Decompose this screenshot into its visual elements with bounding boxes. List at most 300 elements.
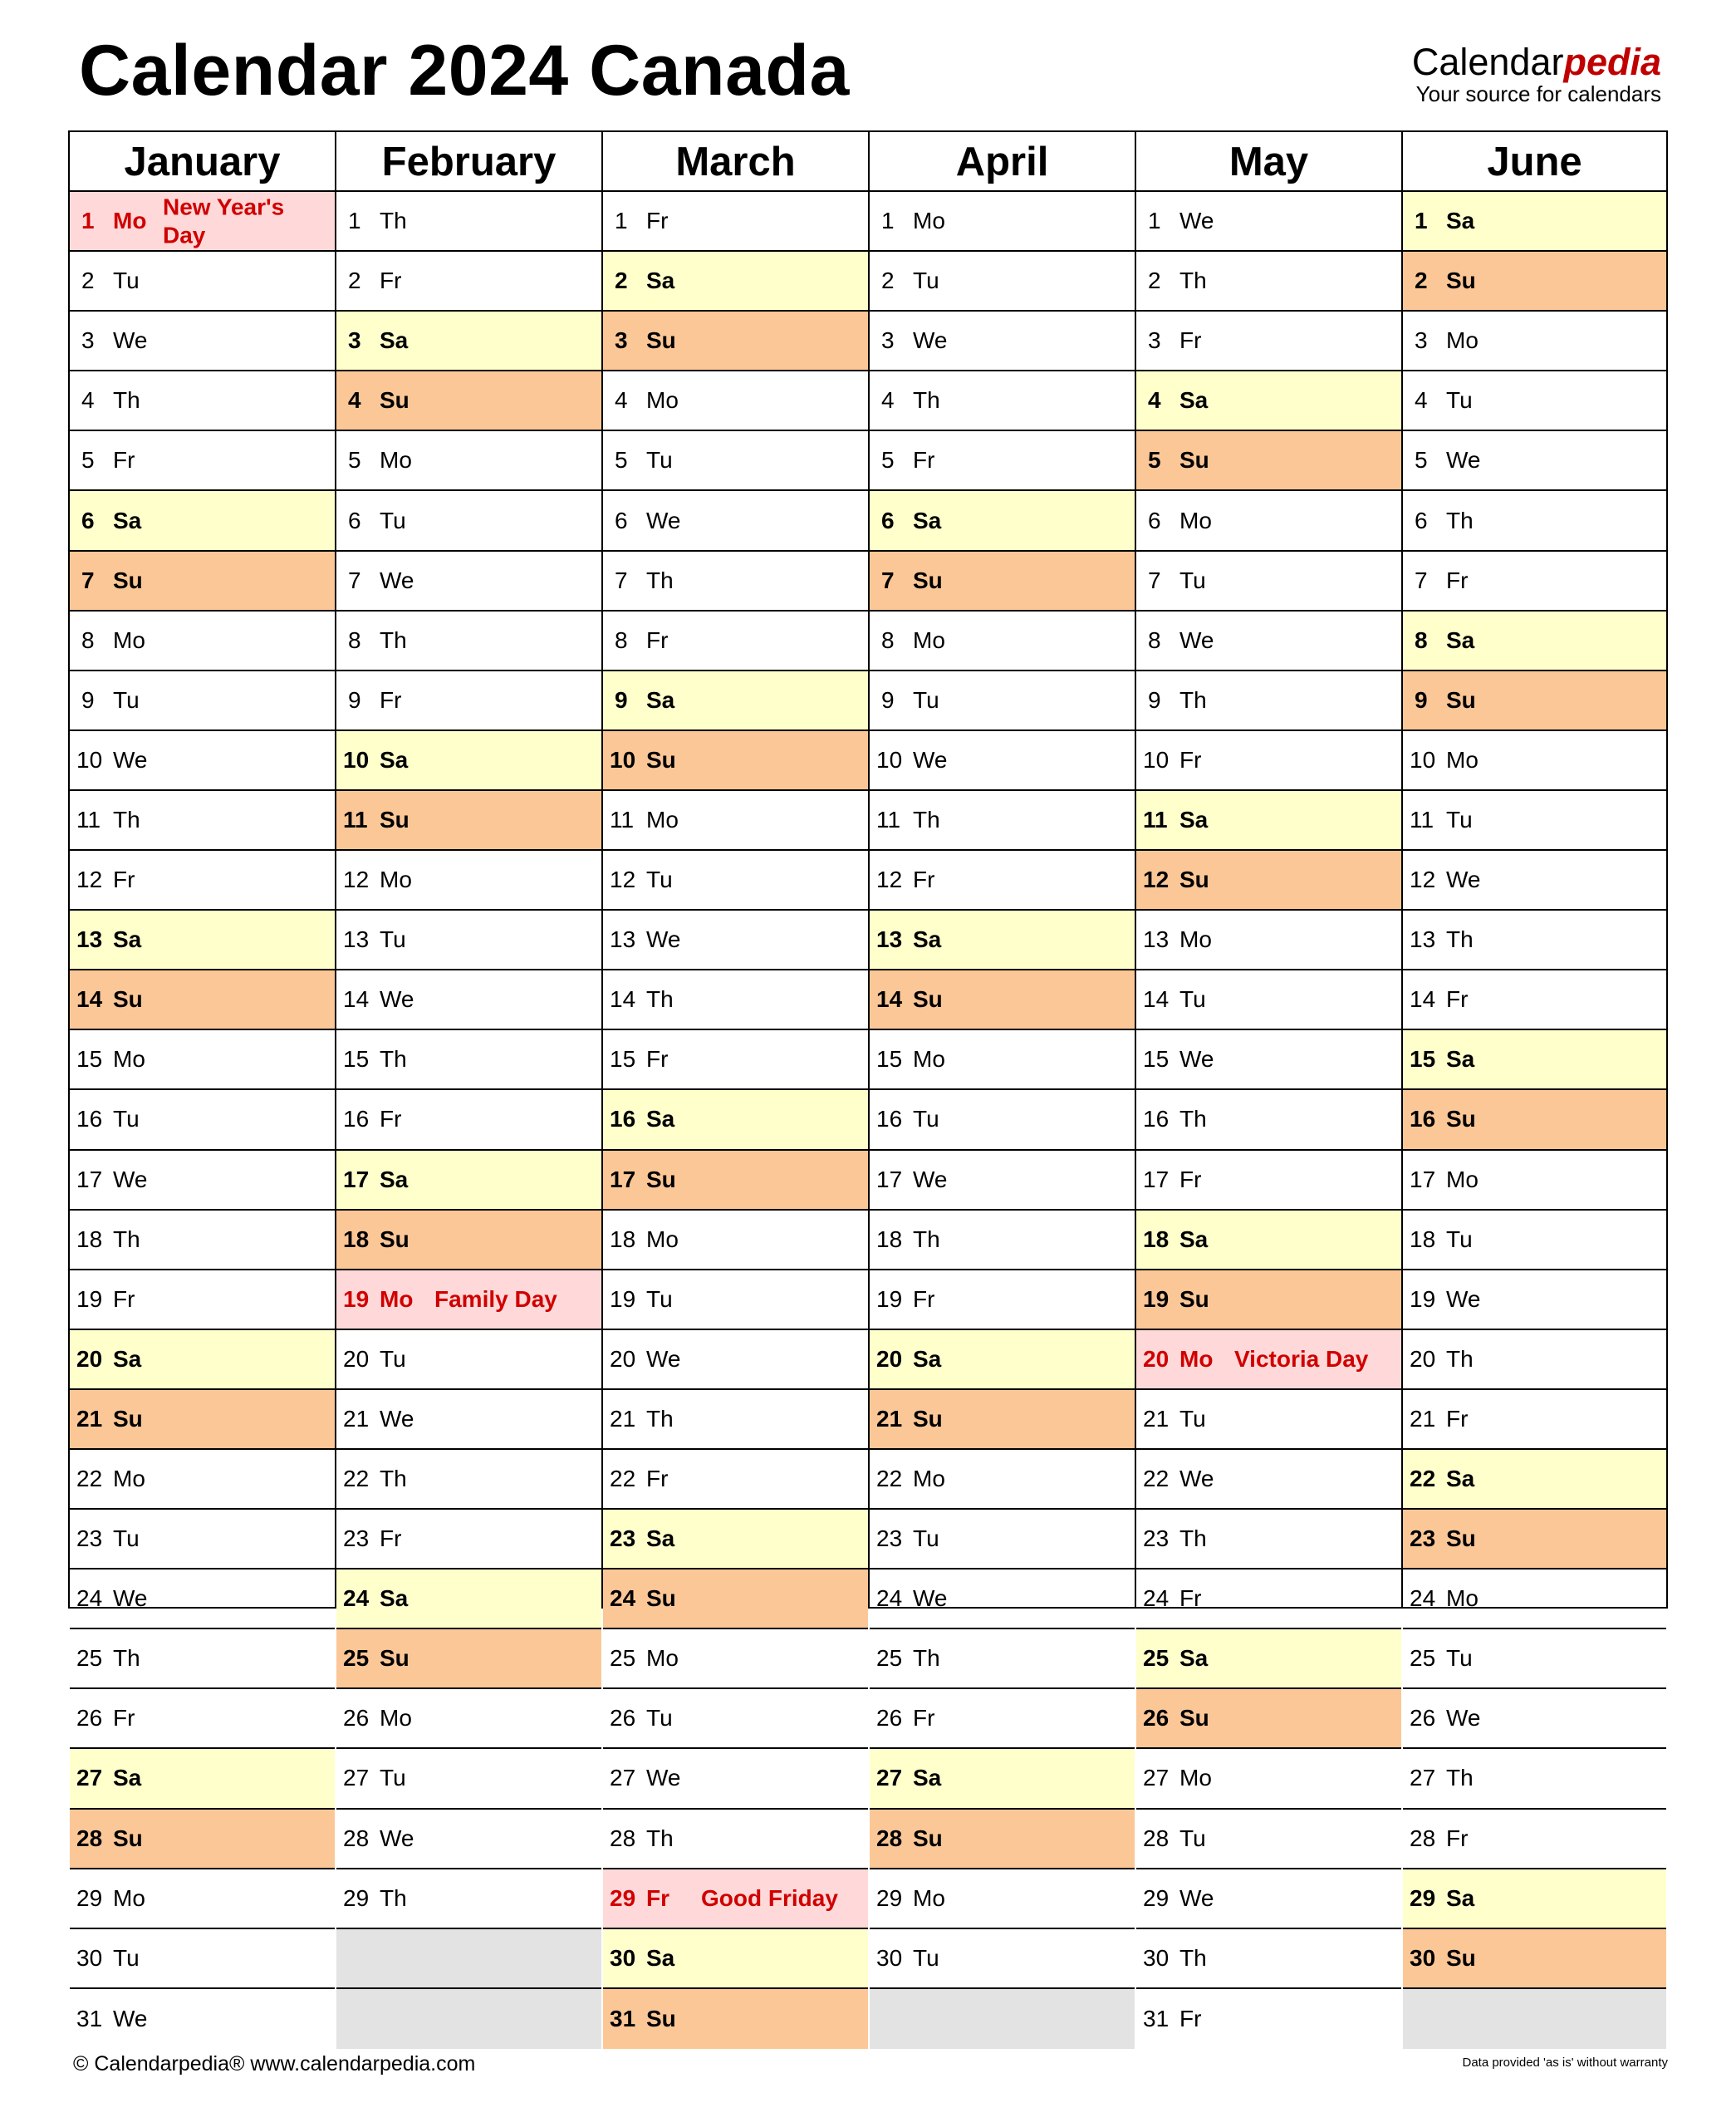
weekday-label: Sa: [113, 1345, 142, 1372]
weekday-label: Th: [113, 1226, 140, 1252]
day-cell[interactable]: [603, 1030, 868, 1090]
day-cell[interactable]: [603, 491, 868, 551]
weekday-label: Sa: [113, 1765, 142, 1791]
day-number: 3: [615, 327, 628, 354]
day-cell[interactable]: [603, 1689, 868, 1749]
day-cell[interactable]: [70, 1090, 335, 1150]
day-cell[interactable]: [603, 371, 868, 431]
day-cell[interactable]: [70, 552, 335, 612]
day-cell[interactable]: [70, 731, 335, 791]
month-header: May: [1136, 132, 1401, 192]
day-cell[interactable]: [336, 491, 601, 551]
weekday-label: Tu: [113, 1944, 140, 1971]
day-number: 2: [348, 268, 361, 294]
day-number: 23: [876, 1525, 903, 1552]
day-cell[interactable]: [1136, 911, 1401, 970]
day-cell[interactable]: [70, 192, 335, 252]
day-cell[interactable]: [70, 671, 335, 731]
day-cell[interactable]: [336, 1270, 601, 1330]
day-number: 20: [1410, 1345, 1436, 1372]
day-cell[interactable]: [870, 192, 1135, 252]
weekday-label: We: [646, 507, 681, 533]
day-cell[interactable]: [336, 731, 601, 791]
day-cell[interactable]: [870, 1510, 1135, 1569]
day-cell[interactable]: [603, 1929, 868, 1989]
day-cell[interactable]: [1403, 612, 1666, 671]
day-cell[interactable]: [870, 1090, 1135, 1150]
day-cell[interactable]: [70, 1810, 335, 1869]
weekday-label: Fr: [1446, 567, 1469, 593]
day-cell[interactable]: [336, 612, 601, 671]
day-cell[interactable]: [336, 911, 601, 970]
day-cell[interactable]: [603, 1270, 868, 1330]
day-cell[interactable]: [70, 1989, 335, 2049]
weekday-label: Th: [913, 806, 940, 833]
day-cell[interactable]: [603, 1869, 868, 1929]
day-cell[interactable]: [70, 1390, 335, 1450]
day-cell[interactable]: [1136, 1689, 1401, 1749]
day-cell[interactable]: [1403, 1270, 1666, 1330]
day-number: 7: [1148, 567, 1161, 593]
day-cell[interactable]: [1403, 1569, 1666, 1629]
day-cell[interactable]: [603, 552, 868, 612]
day-number: 22: [876, 1466, 903, 1492]
day-cell[interactable]: [70, 612, 335, 671]
day-cell[interactable]: [1403, 970, 1666, 1030]
day-cell[interactable]: [870, 1270, 1135, 1330]
day-number: 11: [343, 806, 368, 833]
weekday-label: Mo: [113, 1466, 145, 1492]
empty-day-cell: [870, 1989, 1135, 2049]
weekday-label: Tu: [380, 1765, 406, 1791]
day-cell[interactable]: [603, 1810, 868, 1869]
day-cell[interactable]: [1136, 1151, 1401, 1211]
day-number: 5: [1415, 447, 1428, 474]
day-cell[interactable]: [1136, 192, 1401, 252]
weekday-label: Fr: [913, 447, 935, 474]
day-cell[interactable]: [870, 431, 1135, 491]
day-cell[interactable]: [336, 1390, 601, 1450]
day-number: 20: [1143, 1345, 1170, 1372]
weekday-label: Fr: [1179, 327, 1202, 354]
day-cell[interactable]: [603, 1629, 868, 1689]
day-cell[interactable]: [1403, 1629, 1666, 1689]
day-number: 30: [76, 1944, 103, 1971]
weekday-label: We: [1446, 867, 1481, 893]
weekday-label: We: [113, 2005, 148, 2031]
day-cell[interactable]: [70, 791, 335, 851]
day-cell[interactable]: [336, 1090, 601, 1150]
day-cell[interactable]: [603, 1749, 868, 1809]
day-number: 2: [1415, 268, 1428, 294]
day-cell[interactable]: [70, 851, 335, 911]
day-cell[interactable]: [1403, 911, 1666, 970]
day-cell[interactable]: [1136, 1629, 1401, 1689]
day-number: 4: [881, 387, 895, 414]
day-number: 30: [610, 1944, 636, 1971]
weekday-label: Fr: [113, 1285, 135, 1312]
weekday-label: Th: [380, 626, 407, 653]
day-cell[interactable]: [1136, 791, 1401, 851]
day-cell[interactable]: [336, 371, 601, 431]
logo-brand: [1412, 43, 1661, 81]
day-number: 9: [881, 686, 895, 713]
day-cell[interactable]: [870, 1330, 1135, 1390]
day-cell[interactable]: [603, 1151, 868, 1211]
day-number: 4: [348, 387, 361, 414]
weekday-label: Th: [646, 986, 674, 1013]
day-number: 29: [76, 1884, 103, 1911]
day-cell[interactable]: [1403, 192, 1666, 252]
day-number: 3: [1148, 327, 1161, 354]
day-cell[interactable]: [1136, 1270, 1401, 1330]
day-number: 18: [876, 1226, 903, 1252]
day-cell[interactable]: [70, 1929, 335, 1989]
day-cell[interactable]: [870, 612, 1135, 671]
day-cell[interactable]: [870, 1629, 1135, 1689]
day-cell[interactable]: [70, 1629, 335, 1689]
day-cell[interactable]: [70, 1510, 335, 1569]
weekday-label: Sa: [913, 1765, 942, 1791]
day-cell[interactable]: [70, 911, 335, 970]
day-cell[interactable]: [70, 1330, 335, 1390]
day-cell[interactable]: [70, 371, 335, 431]
weekday-label: Sa: [113, 926, 142, 953]
weekday-label: Fr: [913, 1705, 935, 1732]
weekday-label: We: [113, 1166, 148, 1192]
day-cell[interactable]: [1136, 552, 1401, 612]
weekday-label: Sa: [1179, 806, 1209, 833]
weekday-label: Tu: [646, 867, 673, 893]
day-number: 29: [876, 1884, 903, 1911]
weekday-label: Fr: [646, 1884, 669, 1911]
day-cell[interactable]: [870, 1450, 1135, 1510]
day-cell[interactable]: [1403, 1090, 1666, 1150]
day-cell[interactable]: [870, 1689, 1135, 1749]
day-number: 4: [81, 387, 95, 414]
day-cell[interactable]: [336, 1869, 601, 1929]
day-number: 1: [881, 208, 895, 234]
day-cell[interactable]: [603, 1330, 868, 1390]
weekday-label: Mo: [380, 867, 412, 893]
weekday-label: Th: [1446, 507, 1474, 533]
day-cell[interactable]: [870, 1569, 1135, 1629]
day-number: 31: [1143, 2005, 1170, 2031]
weekday-label: We: [1179, 626, 1214, 653]
day-cell[interactable]: [1403, 1689, 1666, 1749]
day-number: 12: [1410, 867, 1436, 893]
day-cell[interactable]: [1136, 731, 1401, 791]
day-cell[interactable]: [870, 491, 1135, 551]
day-number: 21: [610, 1405, 636, 1432]
day-cell[interactable]: [603, 1989, 868, 2049]
day-cell[interactable]: [336, 192, 601, 252]
weekday-label: Su: [646, 327, 676, 354]
day-cell[interactable]: [70, 431, 335, 491]
day-cell[interactable]: [603, 312, 868, 371]
day-number: 16: [343, 1106, 370, 1132]
day-cell[interactable]: [603, 911, 868, 970]
day-cell[interactable]: [70, 1030, 335, 1090]
day-cell[interactable]: [1403, 252, 1666, 312]
day-cell[interactable]: [603, 731, 868, 791]
day-cell[interactable]: [336, 671, 601, 731]
day-number: 10: [610, 746, 636, 773]
day-cell[interactable]: [603, 192, 868, 252]
day-cell[interactable]: [870, 1869, 1135, 1929]
weekday-label: Su: [1179, 1285, 1209, 1312]
day-cell[interactable]: [1403, 491, 1666, 551]
day-cell[interactable]: [870, 1929, 1135, 1989]
day-number: 23: [1410, 1525, 1436, 1552]
day-cell[interactable]: [336, 970, 601, 1030]
month-column-april: [870, 132, 1136, 1971]
day-cell[interactable]: [336, 312, 601, 371]
day-number: 21: [1143, 1405, 1170, 1432]
weekday-label: Mo: [913, 1046, 945, 1073]
day-cell[interactable]: [1136, 1450, 1401, 1510]
weekday-label: Th: [1179, 1106, 1207, 1132]
day-number: 15: [610, 1046, 636, 1073]
weekday-label: Sa: [380, 746, 409, 773]
day-cell[interactable]: [1403, 731, 1666, 791]
day-number: 10: [1410, 746, 1436, 773]
day-cell[interactable]: [603, 791, 868, 851]
day-cell[interactable]: [336, 1330, 601, 1390]
weekday-label: Su: [113, 567, 143, 593]
day-cell[interactable]: [336, 431, 601, 491]
day-cell[interactable]: [1403, 552, 1666, 612]
weekday-label: Tu: [1446, 1645, 1473, 1672]
day-cell[interactable]: [870, 1749, 1135, 1809]
day-cell[interactable]: [1403, 671, 1666, 731]
day-number: 29: [1410, 1884, 1436, 1911]
day-cell[interactable]: [1136, 1390, 1401, 1450]
day-cell[interactable]: [336, 851, 601, 911]
day-cell[interactable]: [70, 252, 335, 312]
day-cell[interactable]: [336, 1629, 601, 1689]
day-number: 13: [1410, 926, 1436, 953]
day-cell[interactable]: [1136, 1569, 1401, 1629]
day-cell[interactable]: [603, 431, 868, 491]
day-cell[interactable]: [1403, 431, 1666, 491]
day-cell[interactable]: [1136, 1211, 1401, 1270]
day-cell[interactable]: [336, 1749, 601, 1809]
day-cell[interactable]: [70, 1749, 335, 1809]
weekday-label: Fr: [1179, 1585, 1202, 1612]
day-cell[interactable]: [1136, 1330, 1401, 1390]
day-cell[interactable]: [870, 791, 1135, 851]
day-cell[interactable]: [336, 1211, 601, 1270]
day-cell[interactable]: [870, 911, 1135, 970]
day-cell[interactable]: [1136, 1869, 1401, 1929]
day-cell[interactable]: [870, 671, 1135, 731]
weekday-label: Sa: [380, 327, 409, 354]
day-number: 5: [348, 447, 361, 474]
weekday-label: Sa: [646, 1525, 675, 1552]
logo-tagline: Your source for calendars: [1415, 81, 1661, 106]
day-cell[interactable]: [1136, 252, 1401, 312]
day-cell[interactable]: [870, 312, 1135, 371]
day-number: 5: [1148, 447, 1161, 474]
day-cell[interactable]: [70, 1211, 335, 1270]
weekday-label: Mo: [646, 1645, 679, 1672]
day-number: 25: [76, 1645, 103, 1672]
weekday-label: Su: [1179, 867, 1209, 893]
day-cell[interactable]: [336, 1569, 601, 1629]
day-cell[interactable]: [1136, 312, 1401, 371]
day-number: 8: [348, 626, 361, 653]
day-cell[interactable]: [1136, 1989, 1401, 2049]
day-cell[interactable]: [1403, 1929, 1666, 1989]
day-cell[interactable]: [1403, 1330, 1666, 1390]
weekday-label: Sa: [1179, 387, 1209, 414]
weekday-label: Th: [113, 806, 140, 833]
day-cell[interactable]: [603, 1569, 868, 1629]
day-cell[interactable]: [870, 970, 1135, 1030]
weekday-label: Su: [646, 1585, 676, 1612]
day-cell[interactable]: [1403, 1810, 1666, 1869]
day-cell[interactable]: [1403, 371, 1666, 431]
day-cell[interactable]: [1403, 791, 1666, 851]
day-cell[interactable]: [336, 1450, 601, 1510]
day-cell[interactable]: [603, 1211, 868, 1270]
day-cell[interactable]: [870, 1390, 1135, 1450]
day-cell[interactable]: [1403, 1030, 1666, 1090]
weekday-label: Th: [1179, 686, 1207, 713]
weekday-label: Sa: [646, 686, 675, 713]
day-cell[interactable]: [1403, 312, 1666, 371]
day-number: 23: [343, 1525, 370, 1552]
day-cell[interactable]: [1136, 1749, 1401, 1809]
day-cell[interactable]: [336, 1030, 601, 1090]
day-cell[interactable]: [1136, 1929, 1401, 1989]
month-header: March: [603, 132, 868, 192]
weekday-label: Sa: [1446, 626, 1475, 653]
day-cell[interactable]: [1136, 970, 1401, 1030]
day-cell[interactable]: [1403, 851, 1666, 911]
day-cell[interactable]: [870, 552, 1135, 612]
day-number: 12: [610, 867, 636, 893]
day-cell[interactable]: [336, 1510, 601, 1569]
day-cell[interactable]: [1403, 1510, 1666, 1569]
day-cell[interactable]: [1403, 1211, 1666, 1270]
day-cell[interactable]: [70, 312, 335, 371]
weekday-label: Su: [913, 1405, 943, 1432]
day-cell[interactable]: [336, 791, 601, 851]
day-cell[interactable]: [870, 371, 1135, 431]
day-number: 4: [615, 387, 628, 414]
day-cell[interactable]: [70, 970, 335, 1030]
weekday-label: We: [1446, 447, 1481, 474]
day-number: 4: [1148, 387, 1161, 414]
day-number: 9: [1148, 686, 1161, 713]
day-cell[interactable]: [70, 1689, 335, 1749]
day-number: 1: [1415, 208, 1428, 234]
day-cell[interactable]: [70, 1450, 335, 1510]
weekday-label: Mo: [646, 806, 679, 833]
day-cell[interactable]: [70, 1270, 335, 1330]
day-cell[interactable]: [870, 1030, 1135, 1090]
day-cell[interactable]: [1403, 1390, 1666, 1450]
weekday-label: Th: [646, 567, 674, 593]
day-cell[interactable]: [870, 851, 1135, 911]
day-cell[interactable]: [336, 252, 601, 312]
day-number: 15: [876, 1046, 903, 1073]
day-cell[interactable]: [603, 252, 868, 312]
day-cell[interactable]: [870, 731, 1135, 791]
calendarpedia-logo[interactable]: [1412, 43, 1661, 105]
day-number: 23: [610, 1525, 636, 1552]
weekday-label: Mo: [113, 1046, 145, 1073]
weekday-label: Sa: [913, 926, 942, 953]
day-cell[interactable]: [1136, 1510, 1401, 1569]
day-cell[interactable]: [1136, 1090, 1401, 1150]
day-cell[interactable]: [603, 1450, 868, 1510]
weekday-label: Mo: [1446, 746, 1479, 773]
day-cell[interactable]: [1136, 671, 1401, 731]
day-cell[interactable]: [603, 1090, 868, 1150]
day-number: 7: [348, 567, 361, 593]
day-cell[interactable]: [1136, 1810, 1401, 1869]
day-number: 30: [1143, 1944, 1170, 1971]
day-cell[interactable]: [870, 1810, 1135, 1869]
day-cell[interactable]: [870, 252, 1135, 312]
day-cell[interactable]: [603, 671, 868, 731]
day-cell[interactable]: [336, 552, 601, 612]
day-cell[interactable]: [70, 491, 335, 551]
day-cell[interactable]: [603, 1510, 868, 1569]
day-number: 3: [348, 327, 361, 354]
day-number: 17: [343, 1166, 370, 1192]
weekday-label: Tu: [913, 686, 939, 713]
day-cell[interactable]: [1403, 1151, 1666, 1211]
day-cell[interactable]: [870, 1211, 1135, 1270]
day-cell[interactable]: [1403, 1869, 1666, 1929]
weekday-label: Fr: [1179, 1166, 1202, 1192]
weekday-label: Tu: [380, 926, 406, 953]
weekday-label: Th: [1179, 1525, 1207, 1552]
day-cell[interactable]: [70, 1151, 335, 1211]
day-cell[interactable]: [1136, 431, 1401, 491]
day-number: 4: [1415, 387, 1428, 414]
day-cell[interactable]: [870, 1151, 1135, 1211]
day-cell[interactable]: [1403, 1450, 1666, 1510]
day-cell[interactable]: [336, 1810, 601, 1869]
day-cell[interactable]: [1136, 371, 1401, 431]
weekday-label: Mo: [113, 208, 147, 234]
day-cell[interactable]: [603, 851, 868, 911]
day-cell[interactable]: [1136, 491, 1401, 551]
day-number: 28: [1410, 1825, 1436, 1851]
day-cell[interactable]: [603, 970, 868, 1030]
day-cell[interactable]: [1136, 1030, 1401, 1090]
day-cell[interactable]: [1136, 612, 1401, 671]
day-number: 22: [343, 1466, 370, 1492]
day-cell[interactable]: [70, 1569, 335, 1629]
day-cell[interactable]: [1136, 851, 1401, 911]
day-number: 24: [876, 1585, 903, 1612]
day-cell[interactable]: [603, 1390, 868, 1450]
day-cell[interactable]: [603, 612, 868, 671]
day-cell[interactable]: [336, 1151, 601, 1211]
day-cell[interactable]: [70, 1869, 335, 1929]
day-number: 30: [876, 1944, 903, 1971]
day-cell[interactable]: [1403, 1749, 1666, 1809]
day-cell[interactable]: [336, 1689, 601, 1749]
day-number: 21: [343, 1405, 370, 1432]
weekday-label: Su: [113, 1405, 143, 1432]
